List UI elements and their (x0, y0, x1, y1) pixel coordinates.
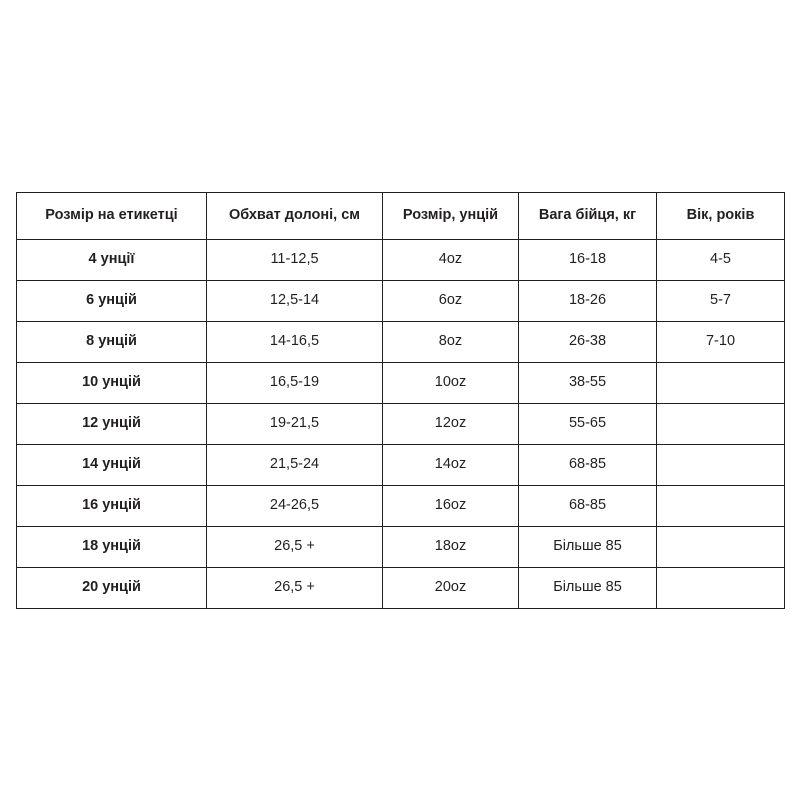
cell-palm-girth: 19-21,5 (207, 404, 383, 445)
table-row (17, 568, 785, 609)
cell-palm-girth: 24-26,5 (207, 486, 383, 527)
table-row (17, 404, 785, 445)
cell-fighter-weight: 55-65 (519, 404, 657, 445)
cell-palm-girth: 26,5 + (207, 568, 383, 609)
cell-size-ounces: 20oz (383, 568, 519, 609)
size-chart-container (16, 192, 784, 609)
cell-palm-girth: 16,5-19 (207, 363, 383, 404)
cell-label-size: 6 унцій (17, 281, 207, 322)
cell-size-ounces: 8oz (383, 322, 519, 363)
cell-label-size: 10 унцій (17, 363, 207, 404)
cell-age (657, 568, 785, 609)
column-header-label-size: Розмір на етикетці (17, 193, 207, 240)
cell-size-ounces: 4oz (383, 240, 519, 281)
cell-fighter-weight: 18-26 (519, 281, 657, 322)
cell-fighter-weight: 38-55 (519, 363, 657, 404)
cell-palm-girth: 12,5-14 (207, 281, 383, 322)
cell-fighter-weight: 26-38 (519, 322, 657, 363)
table-row (17, 281, 785, 322)
cell-palm-girth: 26,5 + (207, 527, 383, 568)
table-row (17, 363, 785, 404)
cell-age (657, 527, 785, 568)
cell-fighter-weight: 68-85 (519, 486, 657, 527)
cell-size-ounces: 6oz (383, 281, 519, 322)
glove-size-table (16, 192, 785, 609)
table-header-row (17, 193, 785, 240)
cell-age (657, 445, 785, 486)
table-body (17, 240, 785, 609)
cell-palm-girth: 11-12,5 (207, 240, 383, 281)
cell-label-size: 16 унцій (17, 486, 207, 527)
column-header-age: Вік, років (657, 193, 785, 240)
cell-size-ounces: 12oz (383, 404, 519, 445)
table-row (17, 527, 785, 568)
cell-age (657, 404, 785, 445)
table-row (17, 240, 785, 281)
cell-label-size: 12 унцій (17, 404, 207, 445)
table-row (17, 486, 785, 527)
table-row (17, 445, 785, 486)
table-header (17, 193, 785, 240)
column-header-fighter-weight: Вага бійця, кг (519, 193, 657, 240)
cell-age (657, 486, 785, 527)
cell-age: 5-7 (657, 281, 785, 322)
cell-label-size: 20 унцій (17, 568, 207, 609)
column-header-size-ounces: Розмір, унцій (383, 193, 519, 240)
cell-size-ounces: 16oz (383, 486, 519, 527)
cell-size-ounces: 10oz (383, 363, 519, 404)
cell-fighter-weight: 16-18 (519, 240, 657, 281)
cell-size-ounces: 18oz (383, 527, 519, 568)
table-row (17, 322, 785, 363)
cell-palm-girth: 14-16,5 (207, 322, 383, 363)
cell-size-ounces: 14oz (383, 445, 519, 486)
column-header-palm-girth: Обхват долоні, см (207, 193, 383, 240)
cell-age (657, 363, 785, 404)
cell-palm-girth: 21,5-24 (207, 445, 383, 486)
cell-label-size: 14 унцій (17, 445, 207, 486)
cell-label-size: 18 унцій (17, 527, 207, 568)
cell-fighter-weight: Більше 85 (519, 568, 657, 609)
cell-label-size: 8 унцій (17, 322, 207, 363)
cell-age: 7-10 (657, 322, 785, 363)
cell-fighter-weight: Більше 85 (519, 527, 657, 568)
cell-age: 4-5 (657, 240, 785, 281)
cell-label-size: 4 унції (17, 240, 207, 281)
cell-fighter-weight: 68-85 (519, 445, 657, 486)
